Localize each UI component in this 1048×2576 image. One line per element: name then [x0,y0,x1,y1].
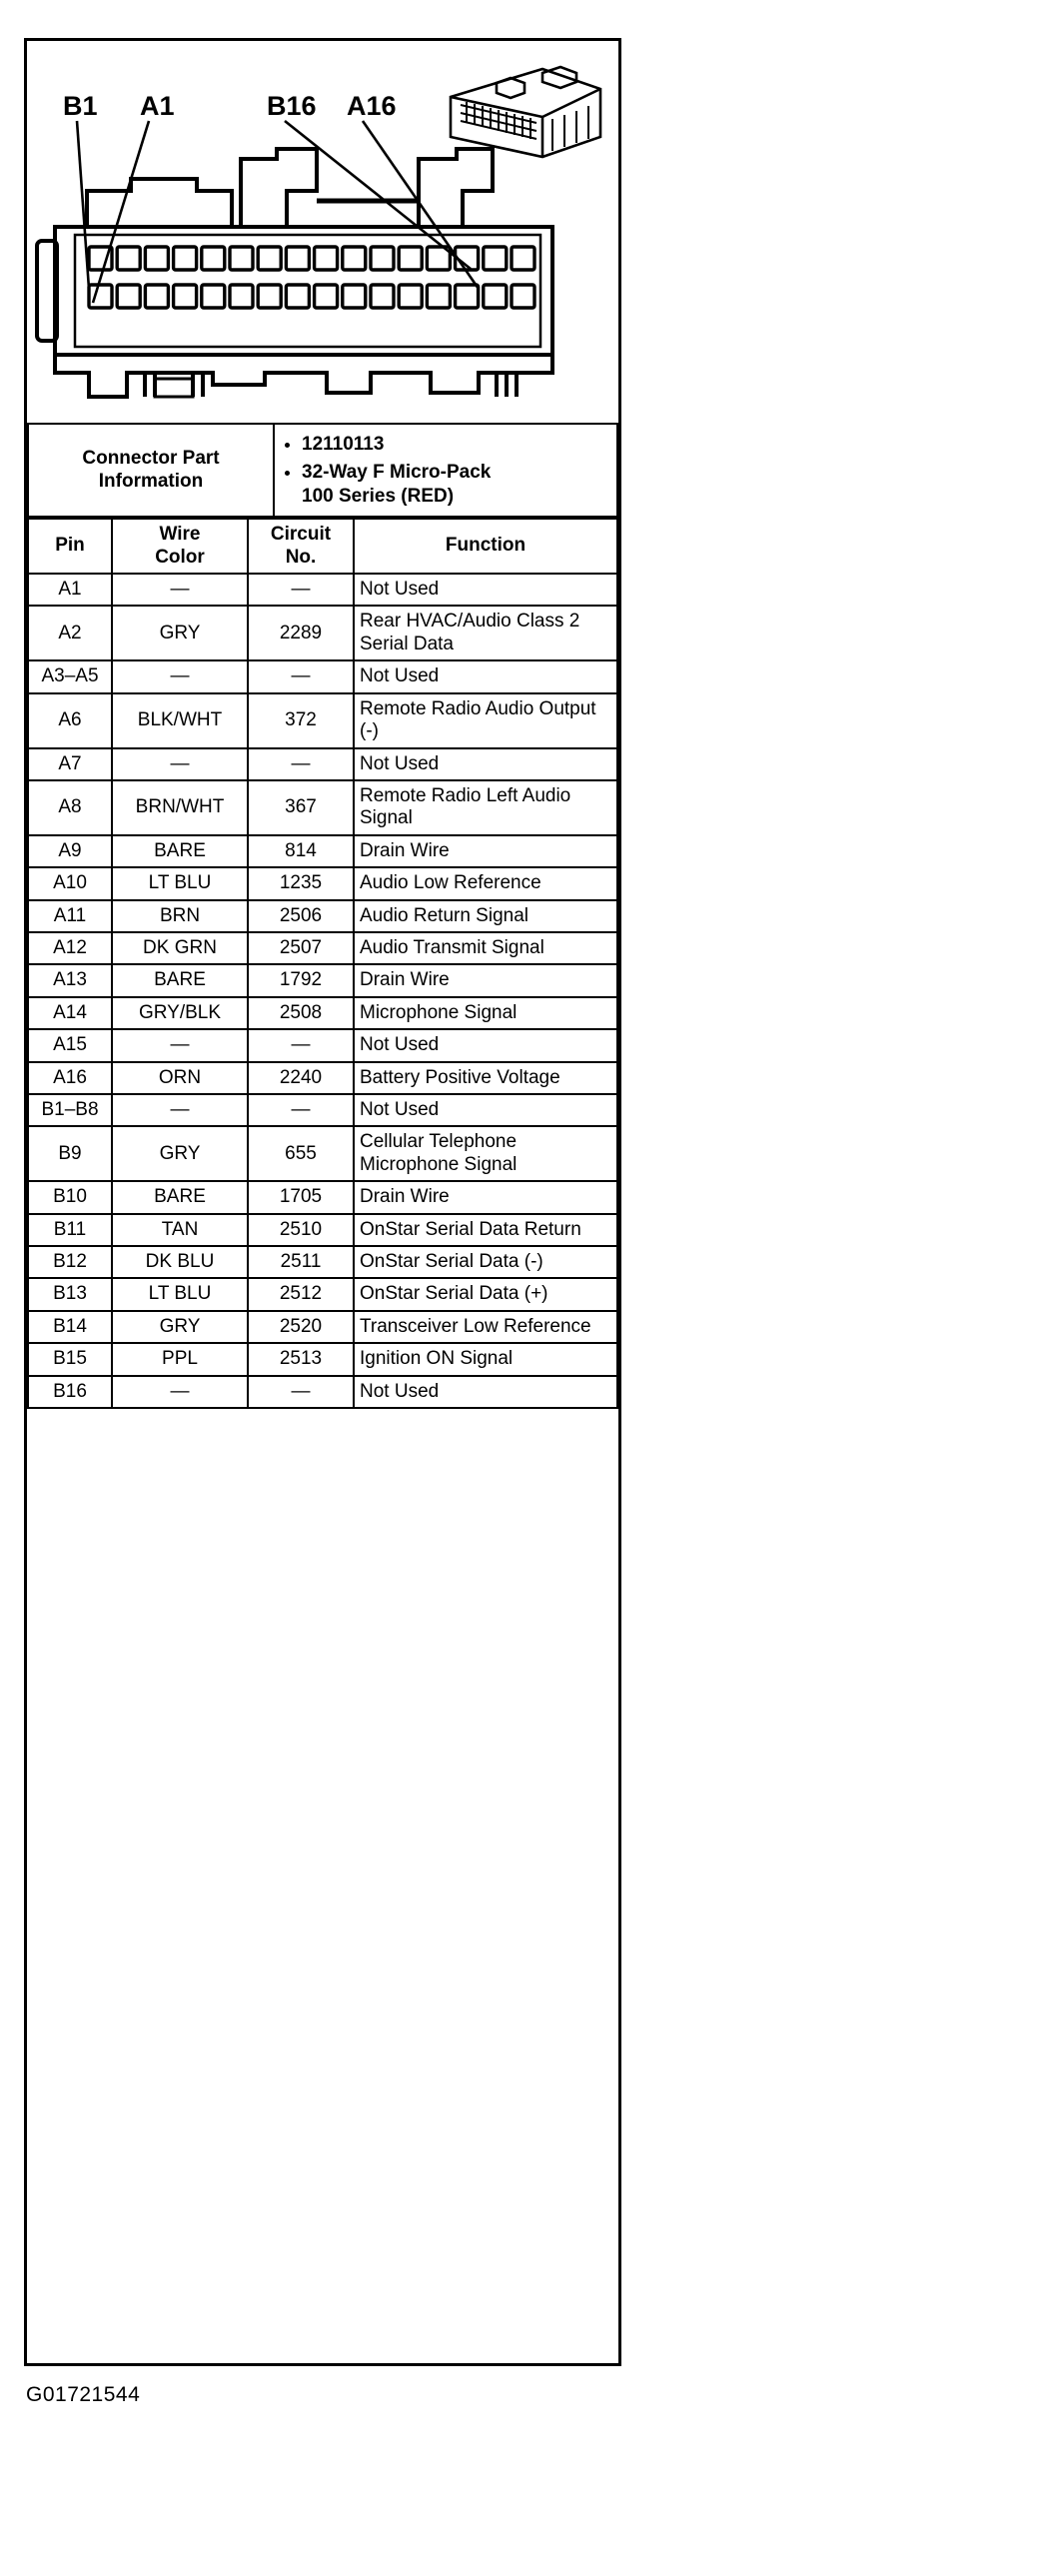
pin-cavity [399,285,422,308]
table-row [28,574,617,606]
cell-wire-color: BRN [112,900,248,932]
cell-wire-color: BLK/WHT [112,693,248,748]
pin-cavity [512,285,534,308]
connector-part-info-row [28,424,617,517]
connector-isometric-view [439,61,608,171]
callout-label-b1: B1 [63,91,98,121]
cell-function: Ignition ON Signal [354,1343,617,1375]
pin-cavity [484,285,507,308]
table-row [28,748,617,780]
pin-cavity [89,285,112,308]
cell-wire-color: GRY [112,1311,248,1343]
connector-part-info-title [28,424,274,517]
header-circuit-line2: No. [285,546,317,568]
cell-pin: B14 [28,1311,112,1343]
cell-function: Drain Wire [354,835,617,867]
leader-a1 [93,121,149,303]
cell-function: Cellular Telephone Microphone Signal [354,1126,617,1181]
header-circuit-no [248,519,354,574]
cell-function: Battery Positive Voltage [354,1062,617,1094]
cell-pin: A10 [28,867,112,899]
cell-wire-color: LT BLU [112,1278,248,1310]
cell-function: Drain Wire [354,964,617,996]
cell-wire-color: BRN/WHT [112,780,248,835]
cell-pin: A3–A5 [28,660,112,692]
cell-pin: A15 [28,1029,112,1061]
cell-wire-color: DK BLU [112,1246,248,1278]
pin-cavity [315,285,338,308]
table-row [28,932,617,964]
connector-figure-frame [24,38,621,2366]
cell-circuit-no: 2289 [248,606,354,660]
pin-cavity [145,247,168,270]
cell-function: Not Used [354,1094,617,1126]
cell-pin: B13 [28,1278,112,1310]
cell-circuit-no: — [248,1376,354,1408]
cell-circuit-no: 2513 [248,1343,354,1375]
cell-circuit-no: 655 [248,1126,354,1181]
pin-cavity [286,285,309,308]
cell-function: OnStar Serial Data (-) [354,1246,617,1278]
cell-circuit-no: 2510 [248,1214,354,1246]
cell-function: Not Used [354,660,617,692]
cell-pin: B9 [28,1126,112,1181]
cell-function: Audio Return Signal [354,900,617,932]
cell-circuit-no: — [248,660,354,692]
table-row [28,1246,617,1278]
pin-cavity [343,247,366,270]
cpi-title-line1: Connector Part [82,448,220,470]
cell-circuit-no: 2520 [248,1311,354,1343]
cell-pin: B1–B8 [28,1094,112,1126]
cell-circuit-no: 2240 [248,1062,354,1094]
pin-cavity [174,285,197,308]
cell-wire-color: — [112,1029,248,1061]
cell-function: Remote Radio Audio Output (-) [354,693,617,748]
table-row [28,1311,617,1343]
cell-function: OnStar Serial Data Return [354,1214,617,1246]
table-row [28,1214,617,1246]
header-wire-line2: Color [155,546,205,568]
cell-circuit-no: — [248,1029,354,1061]
pin-cavity [202,285,225,308]
cell-pin: B15 [28,1343,112,1375]
pin-cavity [371,285,394,308]
table-row [28,1126,617,1181]
cell-circuit-no: 814 [248,835,354,867]
cell-pin: A16 [28,1062,112,1094]
table-row [28,606,617,660]
connector-part-info-bullets [274,424,617,517]
pin-cavity [427,285,450,308]
pin-assignment-table [27,518,618,1409]
cell-circuit-no: 2507 [248,932,354,964]
pin-cavity [484,247,507,270]
cell-pin: A7 [28,748,112,780]
callout-label-a16: A16 [347,91,397,121]
pin-cavity [315,247,338,270]
connector-skirt [55,355,552,397]
cell-function: Drain Wire [354,1181,617,1213]
connector-part-information-table [27,423,618,518]
cell-circuit-no: 2506 [248,900,354,932]
cell-function: Audio Low Reference [354,867,617,899]
table-row [28,693,617,748]
cell-pin: B10 [28,1181,112,1213]
cell-pin: A12 [28,932,112,964]
pin-cavity [230,285,253,308]
cpi-bullet-part-number [302,433,611,457]
pin-cavity [230,247,253,270]
cell-circuit-no: — [248,574,354,606]
table-row [28,660,617,692]
pin-cavity [202,247,225,270]
pin-cavity [286,247,309,270]
table-row [28,835,617,867]
pin-table-header-row [28,519,617,574]
pin-cavity [512,247,534,270]
cell-pin: A11 [28,900,112,932]
header-wire-color [112,519,248,574]
pin-cavity [343,285,366,308]
cell-function: Audio Transmit Signal [354,932,617,964]
figure-id-label: G01721544 [26,2383,141,2406]
cpi-bullet-description [302,461,611,509]
table-row [28,1094,617,1126]
cell-wire-color: — [112,748,248,780]
cell-wire-color: DK GRN [112,932,248,964]
cell-pin: A9 [28,835,112,867]
cell-wire-color: — [112,660,248,692]
pin-cavity [145,285,168,308]
table-row [28,1062,617,1094]
cell-wire-color: — [112,574,248,606]
pin-cavity [258,285,281,308]
cell-wire-color: PPL [112,1343,248,1375]
cpi-description-line1: 32-Way F Micro-Pack [302,461,492,483]
table-row [28,964,617,996]
table-row [28,1278,617,1310]
cpi-bullet-list [280,433,611,508]
header-function: Function [354,519,617,574]
cell-circuit-no: 1705 [248,1181,354,1213]
pin-cavity [174,247,197,270]
cell-wire-color: — [112,1094,248,1126]
cell-function: Not Used [354,748,617,780]
table-row [28,867,617,899]
table-row [28,780,617,835]
cell-function: Transceiver Low Reference [354,1311,617,1343]
pin-table-body [28,574,617,1408]
callout-label-b16: B16 [267,91,317,121]
cell-wire-color: LT BLU [112,867,248,899]
cell-wire-color: TAN [112,1214,248,1246]
cell-pin: B16 [28,1376,112,1408]
cell-wire-color: ORN [112,1062,248,1094]
pin-cavity [117,247,140,270]
cell-function: Microphone Signal [354,997,617,1029]
cell-pin: A14 [28,997,112,1029]
cell-circuit-no: 2508 [248,997,354,1029]
cell-circuit-no: 372 [248,693,354,748]
pin-cavity [117,285,140,308]
cell-pin: A8 [28,780,112,835]
cell-wire-color: — [112,1376,248,1408]
cell-circuit-no: 1792 [248,964,354,996]
cell-wire-color: GRY [112,606,248,660]
pin-cavity-grid [89,247,534,308]
cell-circuit-no: 367 [248,780,354,835]
table-row [28,900,617,932]
table-row [28,997,617,1029]
cell-pin: B11 [28,1214,112,1246]
cell-function: Not Used [354,574,617,606]
cell-pin: A6 [28,693,112,748]
cell-wire-color: GRY/BLK [112,997,248,1029]
pin-cavity [258,247,281,270]
cell-wire-color: BARE [112,964,248,996]
cell-wire-color: GRY [112,1126,248,1181]
connector-illustration [27,41,618,423]
cpi-description-line2: 100 Series (RED) [302,485,455,507]
table-row [28,1181,617,1213]
cpi-title-line2: Information [98,470,204,492]
cell-circuit-no: — [248,748,354,780]
pin-cavity [371,247,394,270]
header-wire-line1: Wire [159,524,201,546]
cell-circuit-no: 2511 [248,1246,354,1278]
table-row [28,1343,617,1375]
callout-label-a1: A1 [140,91,175,121]
cell-function: OnStar Serial Data (+) [354,1278,617,1310]
cell-pin: A1 [28,574,112,606]
cell-pin: A2 [28,606,112,660]
connector-shell-outline [87,149,493,227]
cell-wire-color: BARE [112,1181,248,1213]
cpi-part-number: 12110113 [302,434,385,455]
cell-function: Rear HVAC/Audio Class 2 Serial Data [354,606,617,660]
cell-function: Not Used [354,1376,617,1408]
pin-cavity [456,285,479,308]
cell-circuit-no: — [248,1094,354,1126]
cell-wire-color: BARE [112,835,248,867]
table-row [28,1376,617,1408]
header-circuit-line1: Circuit [270,524,332,546]
table-row [28,1029,617,1061]
cell-function: Remote Radio Left Audio Signal [354,780,617,835]
header-pin: Pin [28,519,112,574]
cell-circuit-no: 1235 [248,867,354,899]
cell-function: Not Used [354,1029,617,1061]
pin-cavity [399,247,422,270]
cell-pin: A13 [28,964,112,996]
cell-pin: B12 [28,1246,112,1278]
cell-circuit-no: 2512 [248,1278,354,1310]
